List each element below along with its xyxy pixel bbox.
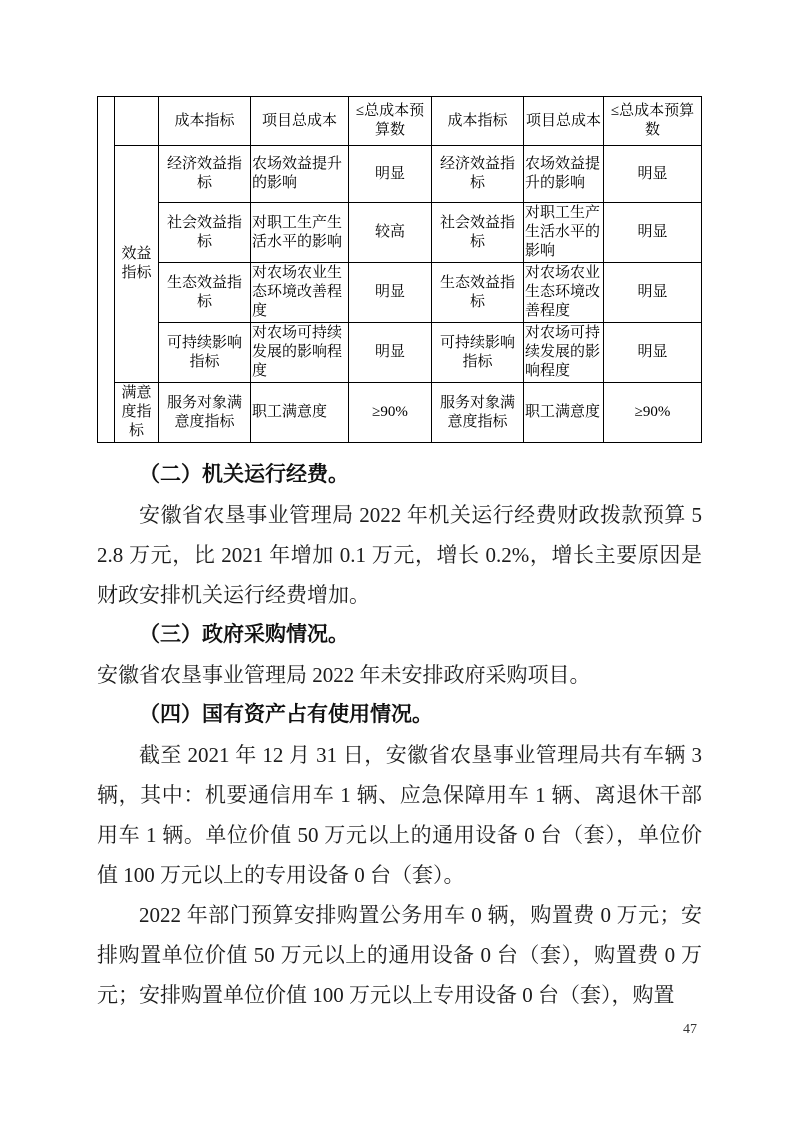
indicator-cell: 经济效益指标: [159, 146, 251, 203]
item-cell: 农场效益提升的影响: [251, 146, 349, 203]
document-body: [97, 455, 702, 1015]
indicator-cell: 生态效益指标: [159, 263, 251, 323]
header-cost-indicator-2: 成本指标: [432, 97, 524, 146]
paragraph-government-procurement: 安徽省农垦事业管理局 2022 年未安排政府采购项目。: [97, 663, 591, 687]
value-cell: 明显: [604, 263, 702, 323]
indicator-cell: 经济效益指标: [432, 146, 524, 203]
item-cell: 对农场可持续发展的影响程度: [251, 323, 349, 383]
value-cell: ≥90%: [604, 383, 702, 443]
performance-indicators-table: [97, 96, 702, 443]
value-cell: 明显: [349, 146, 432, 203]
header-le-total-cost-budget-2: ≤总成本预算数: [604, 97, 702, 146]
item-cell: 对职工生产生活水平的影响: [524, 203, 604, 263]
indicator-cell: 社会效益指标: [432, 203, 524, 263]
indicator-cell: 可持续影响指标: [159, 323, 251, 383]
indicator-cell: 生态效益指标: [432, 263, 524, 323]
table-container: [97, 96, 702, 443]
header-cost-indicator: 成本指标: [159, 97, 251, 146]
satisfaction-group-label-cell: 满意度指标: [115, 383, 159, 443]
item-cell: 对农场农业生态环境改善程度: [251, 263, 349, 323]
value-cell: 明显: [604, 146, 702, 203]
item-cell: 职工满意度: [251, 383, 349, 443]
table-row: [98, 203, 702, 263]
item-cell: 对农场农业生态环境改善程度: [524, 263, 604, 323]
benefit-group-label-cell: 效益指标: [115, 146, 159, 383]
table-row: [98, 146, 702, 203]
table-spacer-cell: [98, 97, 115, 443]
section-heading-agency-operating-expenses: （二）机关运行经费。: [139, 463, 349, 486]
value-cell: 明显: [604, 203, 702, 263]
indicator-cell: 可持续影响指标: [432, 323, 524, 383]
item-cell: 职工满意度: [524, 383, 604, 443]
value-cell: 明显: [349, 323, 432, 383]
indicator-cell: 服务对象满意度指标: [159, 383, 251, 443]
table-row: [98, 383, 702, 443]
indicator-cell: 服务对象满意度指标: [432, 383, 524, 443]
value-cell: 明显: [604, 323, 702, 383]
table-row: [98, 263, 702, 323]
header-le-total-cost-budget: ≤总成本预算数: [349, 97, 432, 146]
paragraph-assets-current: 截至 2021 年 12 月 31 日，安徽省农垦事业管理局共有车辆 3 辆，其中：机要通信用车 1 辆、应急保障用车 1 辆、离退休干部用车 1 辆。单位价值 50 万元以上的通用设备 0 台（套），单位价值 100 万元以上的专用设备 0 台（套）。: [97, 743, 702, 887]
item-cell: 对职工生产生活水平的影响: [251, 203, 349, 263]
item-cell: 农场效益提升的影响: [524, 146, 604, 203]
paragraph-assets-budget: 2022 年部门预算安排购置公务用车 0 辆，购置费 0 万元；安排购置单位价值 50 万元以上的通用设备 0 台（套），购置费 0 万元；安排购置单位价值 100 万元以上专用设备 0 台（套），购置: [97, 903, 702, 1007]
indicator-cell: 社会效益指标: [159, 203, 251, 263]
header-project-total-cost: 项目总成本: [251, 97, 349, 146]
page-number: 47: [683, 1022, 697, 1037]
value-cell: ≥90%: [349, 383, 432, 443]
table-row: [98, 323, 702, 383]
section-heading-government-procurement: （三）政府采购情况。: [139, 623, 349, 646]
value-cell: 明显: [349, 263, 432, 323]
header-project-total-cost-2: 项目总成本: [524, 97, 604, 146]
item-cell: 对农场可持续发展的影响程度: [524, 323, 604, 383]
paragraph-operating-expenses: 安徽省农垦事业管理局 2022 年机关运行经费财政拨款预算 52.8 万元，比 2021 年增加 0.1 万元，增长 0.2%，增长主要原因是财政安排机关运行经费增加。: [97, 503, 702, 607]
value-cell: 较高: [349, 203, 432, 263]
section-heading-state-owned-assets: （四）国有资产占有使用情况。: [139, 703, 433, 726]
table-group-header-cell: [115, 97, 159, 146]
